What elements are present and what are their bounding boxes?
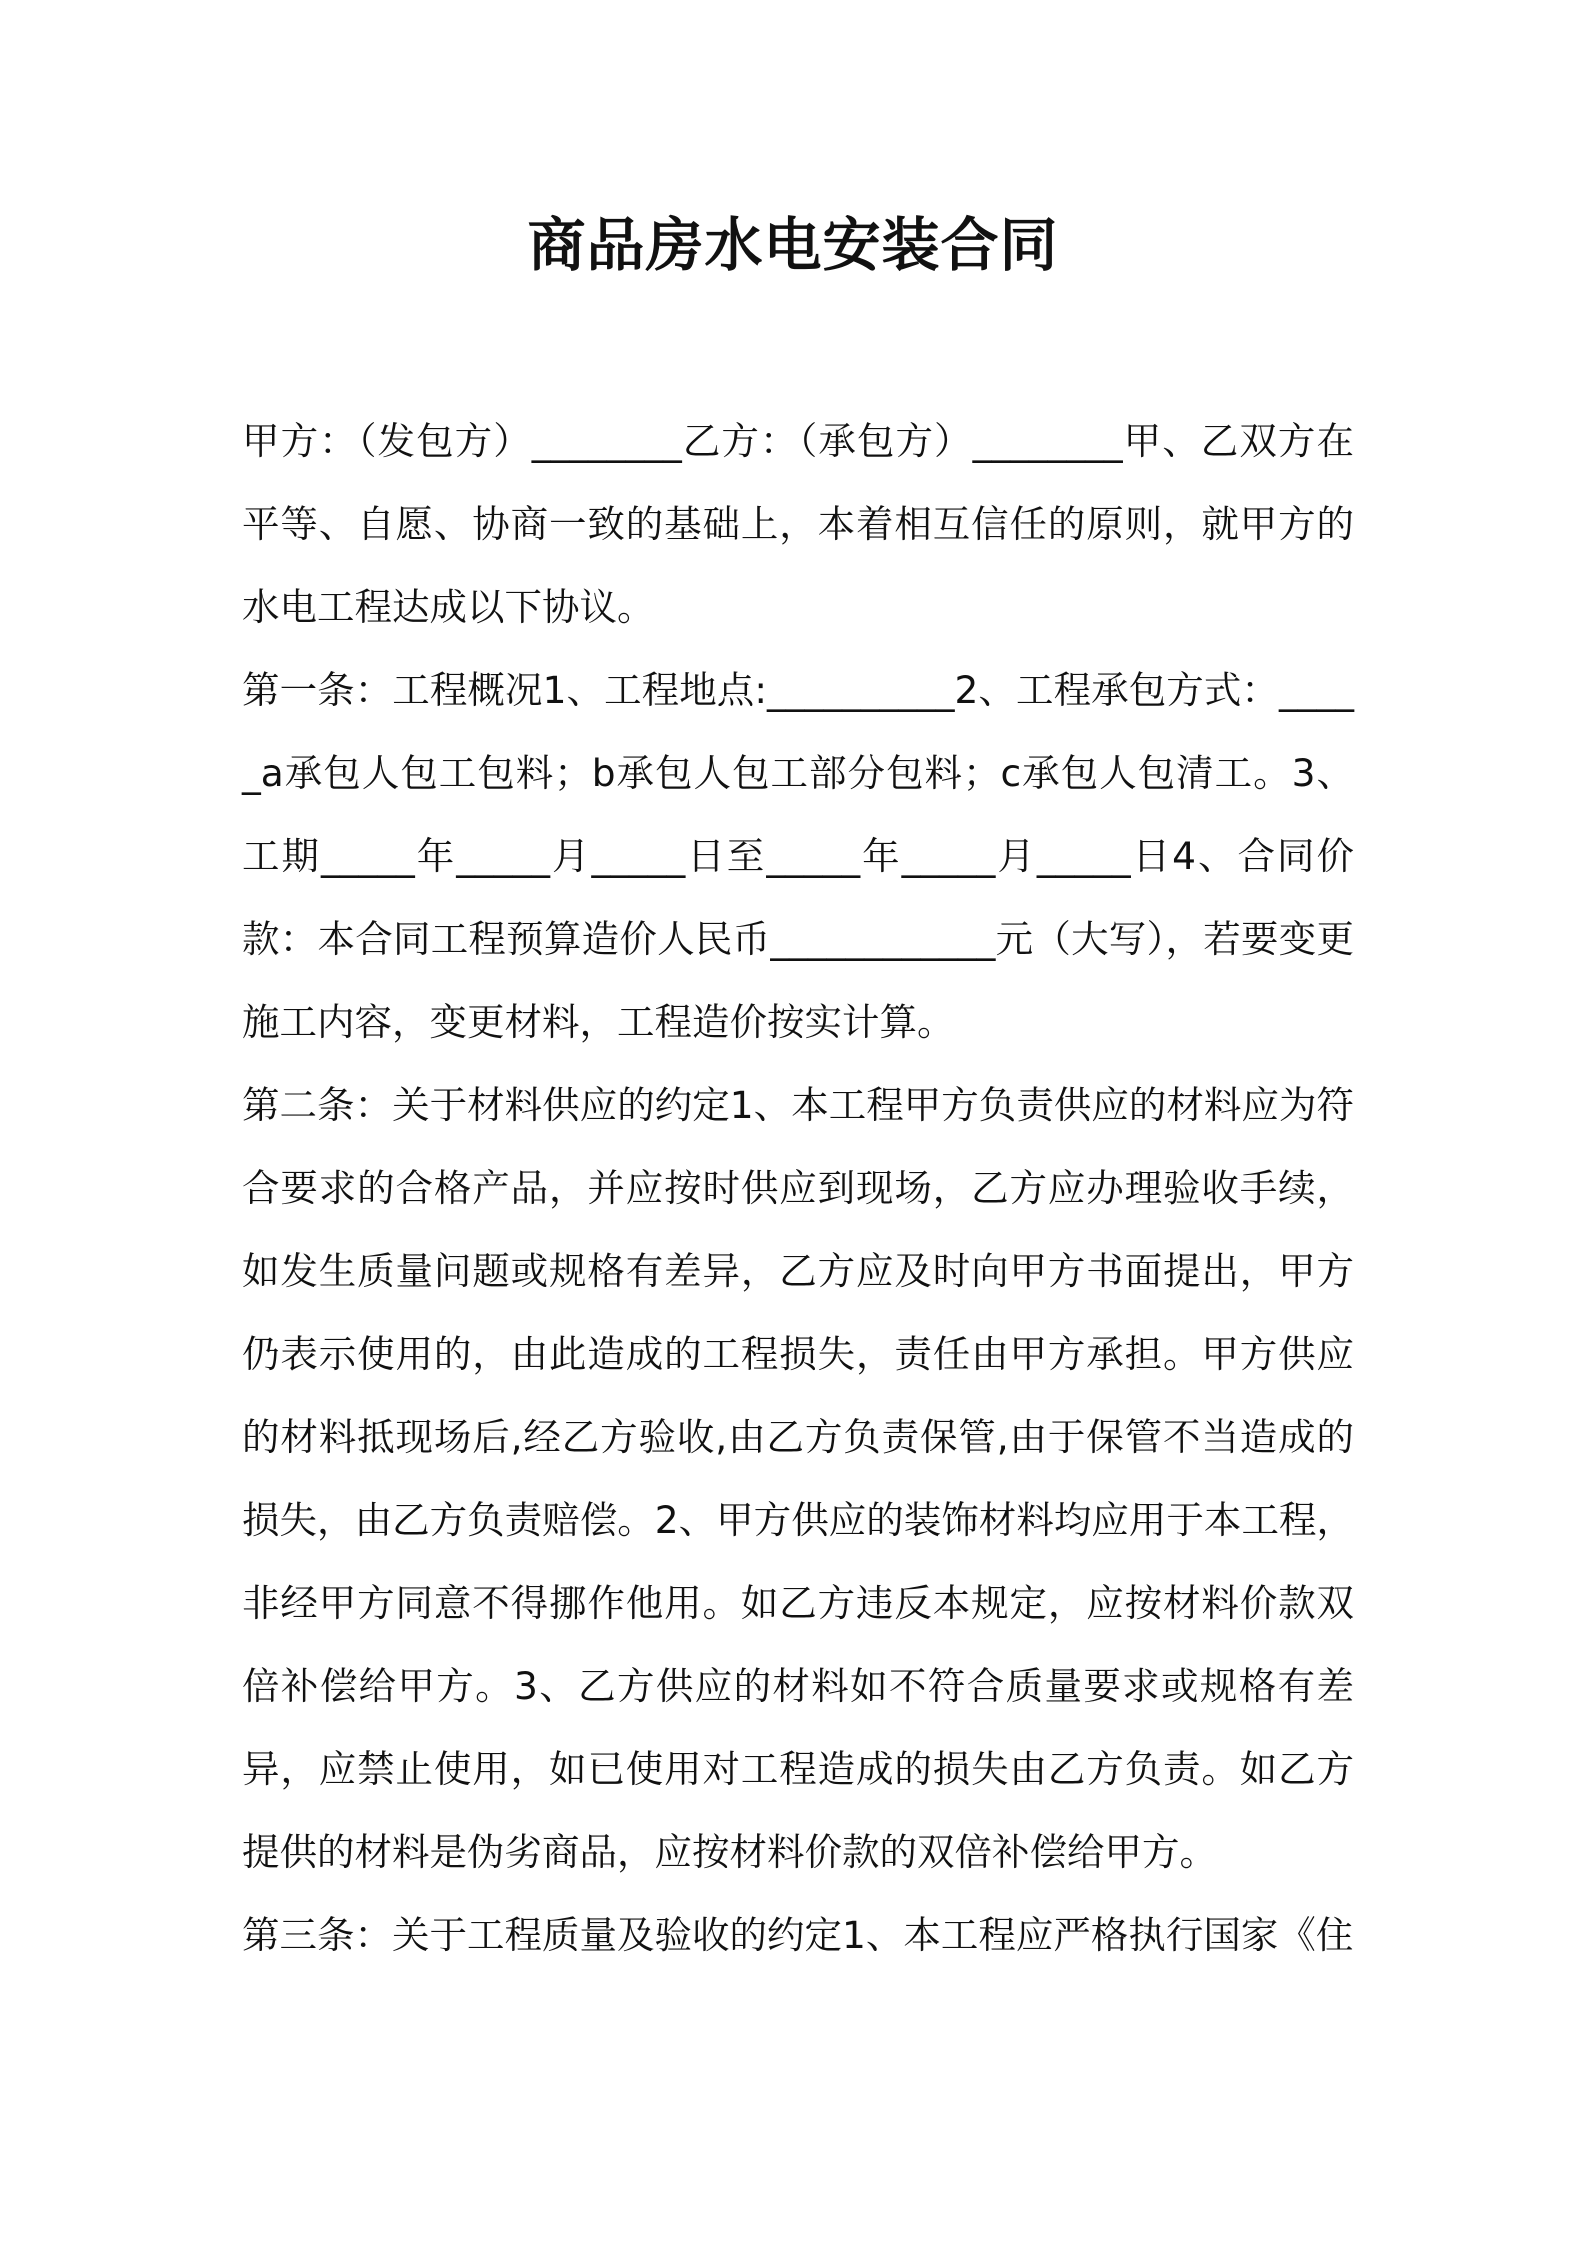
paragraph-article-3: 第三条：关于工程质量及验收的约定1、本工程应严格执行国家《住: [242, 1913, 1354, 1957]
document-title: 商品房水电安装合同: [527, 211, 1059, 279]
paragraph-article-1: 第一条：工程概况1、工程地点:__________2、工程承包方式：_____a承包人包工包料；b承包人包工部分包料；c承包人包清工。3、工期_____年_____月_____日至_____年_____月_____日4、合同价款：本合同工程预算造价人民币____________元（大写），若要变更施工内容，变更材料，工程造价按实计算。: [242, 668, 1354, 1044]
document-body: [242, 400, 1354, 1977]
paragraph-intro: 甲方：（发包方）________乙方：（承包方）________甲、乙双方在平等、自愿、协商一致的基础上，本着相互信任的原则，就甲方的水电工程达成以下协议。: [242, 419, 1354, 629]
paragraph-article-2: 第二条：关于材料供应的约定1、本工程甲方负责供应的材料应为符合要求的合格产品，并应按时供应到现场，乙方应办理验收手续，如发生质量问题或规格有差异，乙方应及时向甲方书面提出，甲方仍表示使用的，由此造成的工程损失，责任由甲方承担。甲方供应的材料抵现场后,经乙方验收,由乙方负责保管,由于保管不当造成的损失，由乙方负责赔偿。2、甲方供应的装饰材料均应用于本工程，非经甲方同意不得挪作他用。如乙方违反本规定，应按材料价款双倍补偿给甲方。3、乙方供应的材料如不符合质量要求或规格有差异，应禁止使用，如已使用对工程造成的损失由乙方负责。如乙方提供的材料是伪劣商品，应按材料价款的双倍补偿给甲方。: [242, 1083, 1354, 1874]
